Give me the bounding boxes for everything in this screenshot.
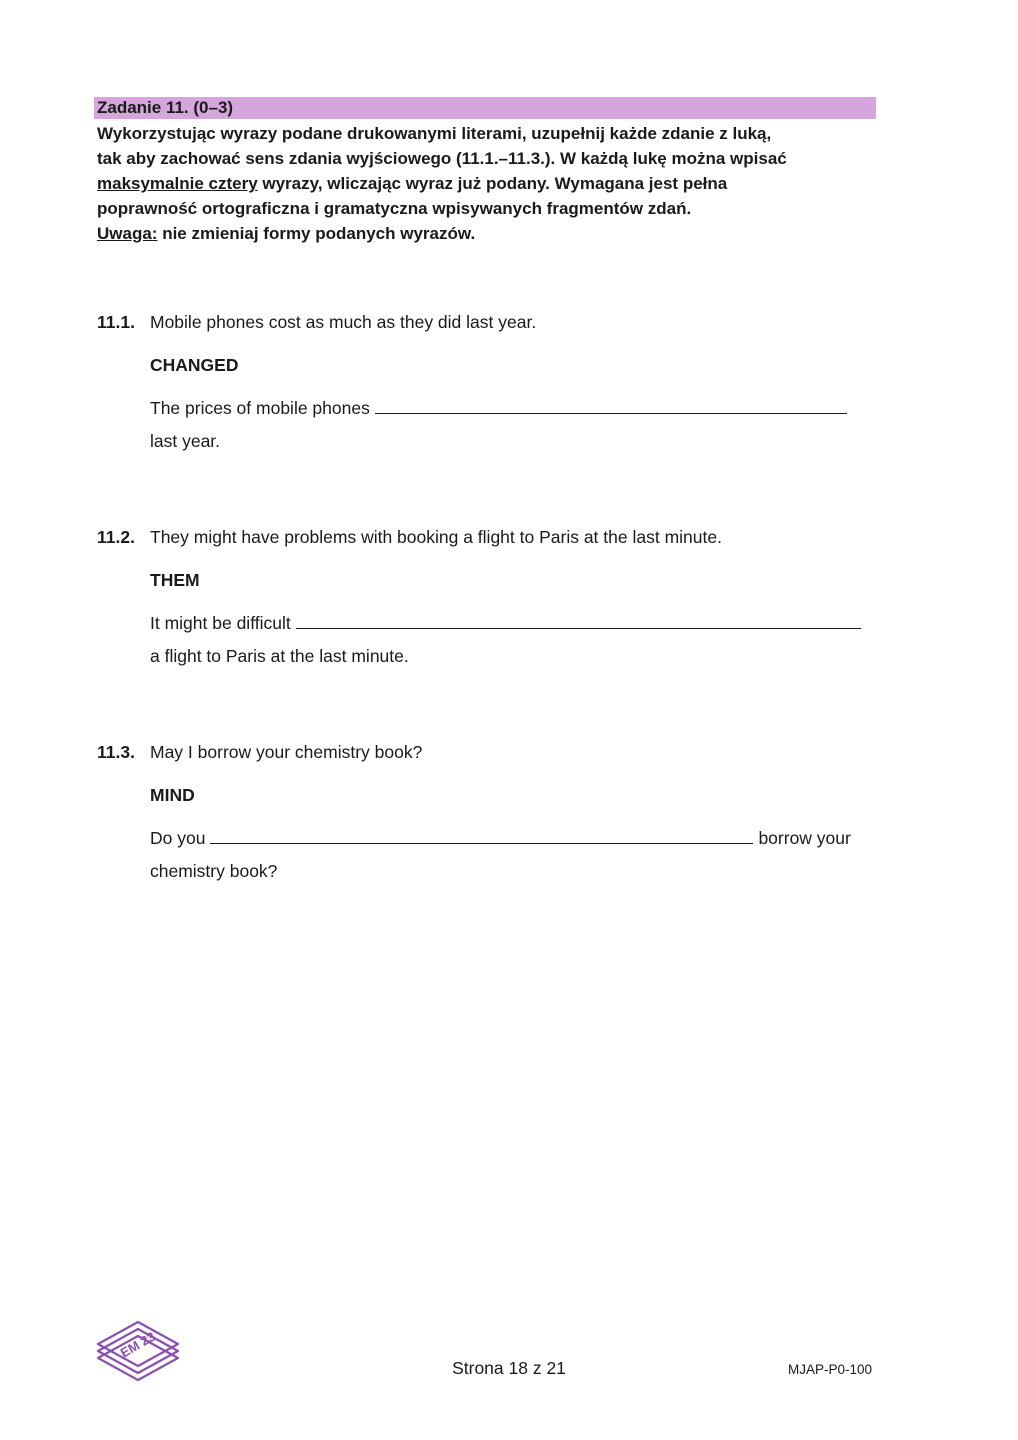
instruction-emphasis: maksymalnie cztery (97, 174, 258, 193)
item-prompt: May I borrow your chemistry book? (150, 742, 423, 762)
item-number: 11.3. (97, 742, 135, 762)
item-keyword: MIND (150, 785, 195, 805)
task-instructions (97, 121, 887, 246)
answer-continuation: chemistry book? (150, 861, 278, 881)
instruction-note (97, 221, 887, 246)
instruction-line-3 (97, 171, 887, 196)
instruction-line-1: Wykorzystując wyrazy podane drukowanymi literami, uzupełnij każde zdanie z luką, (97, 124, 772, 143)
answer-prefix: Do you (150, 828, 206, 848)
answer-line (150, 613, 866, 634)
item-number: 11.1. (97, 312, 135, 332)
note-label: Uwaga: (97, 224, 158, 243)
answer-continuation: a flight to Paris at the last minute. (150, 646, 409, 666)
item-prompt: Mobile phones cost as much as they did last year. (150, 312, 537, 332)
answer-line (150, 398, 852, 419)
answer-gap[interactable] (296, 614, 861, 629)
instruction-line-3-rest: wyrazy, wliczając wyraz już podany. Wymagana jest pełna (257, 174, 728, 193)
task-header: Zadanie 11. (0–3) (94, 97, 876, 119)
answer-prefix: The prices of mobile phones (150, 398, 370, 418)
item-keyword: THEM (150, 570, 200, 590)
instruction-line-2: tak aby zachować sens zdania wyjściowego (11.1.–11.3.). W każdą lukę można wpisać (97, 149, 787, 168)
answer-line (150, 828, 851, 849)
answer-prefix: It might be difficult (150, 613, 291, 633)
item-number: 11.2. (97, 527, 135, 547)
exam-code: MJAP-P0-100 (787, 1362, 872, 1377)
note-text: nie zmieniaj formy podanych wyrazów. (157, 224, 476, 243)
answer-gap[interactable] (210, 829, 753, 844)
instruction-line-4: poprawność ortograficzna i gramatyczna wpisywanych fragmentów zdań. (97, 199, 692, 218)
page-number: Strona 18 z 21 (452, 1358, 566, 1378)
item-keyword: CHANGED (150, 355, 239, 375)
answer-suffix: borrow your (758, 828, 851, 848)
answer-continuation: last year. (150, 431, 221, 451)
item-prompt: They might have problems with booking a flight to Paris at the last minute. (150, 527, 722, 547)
logo-text: EM 23 (117, 1328, 158, 1361)
answer-gap[interactable] (375, 399, 847, 414)
